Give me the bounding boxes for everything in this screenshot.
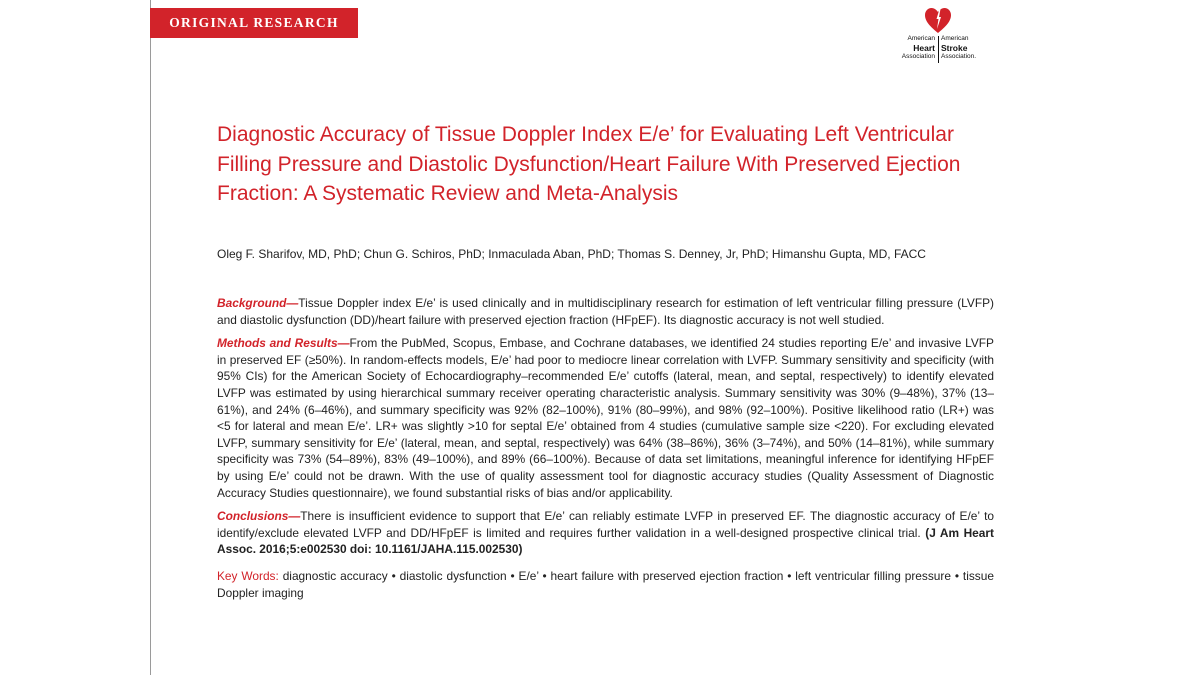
logo-text: American: [907, 35, 935, 42]
section-text: Tissue Doppler index E/e’ is used clinically and in multidisciplinary research for estimation of left ventricular filling pressure (LVFP) and diastolic dysfunction (DD)/heart failure with preserved ejection fraction (HFpEF). Its diagnostic accuracy is not well studied.: [217, 296, 994, 327]
logo-text: Heart: [913, 43, 935, 53]
article-type-badge: ORIGINAL RESEARCH: [150, 8, 358, 38]
logo-text: American: [941, 35, 969, 42]
author-list: Oleg F. Sharifov, MD, PhD; Chun G. Schiros, PhD; Inmaculada Aban, PhD; Thomas S. Denney, Jr, PhD; Himanshu Gupta, MD, FACC: [217, 247, 926, 261]
logo-text: Association.: [941, 53, 977, 60]
abstract: [217, 295, 994, 608]
logo-heart-text: [878, 35, 935, 61]
section-separator: —: [288, 509, 301, 524]
keywords-list: diagnostic accuracy • diastolic dysfunction • E/e’ • heart failure with preserved ejection fraction • left ventricular filling pressure • tissue Doppler imaging: [217, 568, 994, 600]
abstract-methods: [217, 335, 994, 501]
section-text: There is insufficient evidence to support that E/e’ can reliably estimate LVFP in preserved EF. The diagnostic accuracy of E/e’ to identify/exclude elevated LVFP and DD/HFpEF is limited and requires further validation in a well-designed prospective clinical trial.: [217, 509, 994, 540]
heart-torch-icon: [922, 5, 954, 35]
section-separator: —: [337, 336, 350, 351]
section-label: Conclusions: [217, 509, 289, 524]
page-edge: [150, 0, 151, 675]
abstract-background: [217, 295, 994, 328]
logo-divider: [938, 36, 939, 63]
aha-asa-logo: [878, 5, 998, 67]
abstract-conclusions: [217, 508, 994, 558]
section-label: Methods and Results: [217, 336, 338, 351]
logo-text: Stroke: [941, 43, 968, 53]
logo-stroke-text: [941, 35, 998, 61]
logo-text: Association: [901, 53, 935, 60]
section-text: From the PubMed, Scopus, Embase, and Cochrane databases, we identified 24 studies reporting E/e’ and invasive LVFP in preserved EF (≥50%). In random-effects models, E/e’ had poor to mediocre linear correlation with LVFP. Summary sensitivity and specificity (with 95% CIs) for the American Society of Echocardiography–recommended E/e’ cutoffs (lateral, mean, and septal, respectively) to identify elevated LVFP was estimated by using hierarchical summary receiver operating characteristic analysis. Summary sensitivity was 30% (9–48%), 37% (13–61%), and 24% (6–46%), and summary specificity was 92% (82–100%), 91% (80–99%), and 98% (92–100%). Positive likelihood ratio (LR+) was <5 for lateral and mean E/e’. LR+ was slightly >10 for septal E/e’ obtained from 4 studies (cumulative sample size <220). For excluding elevated LVFP, summary sensitivity for E/e’ (lateral, mean, and septal, respectively) was 64% (38–86%), 36% (3–74%), and 50% (14–81%), while summary specificity was 73% (54–89%), 83% (49–100%), and 89% (66–100%). Because of data set limitations, meaningful inference for identifying HFpEF by using E/e’ could not be drawn. With the use of quality assessment tool for diagnostic accuracy studies (Quality Assessment of Diagnostic Accuracy Studies questionnaire), we found substantial risks of bias and/or applicability.: [217, 336, 994, 500]
section-label: Background: [217, 296, 287, 310]
keywords-label: Key Words:: [217, 568, 279, 583]
section-separator: —: [286, 296, 299, 310]
keywords: [217, 568, 994, 601]
article-title: Diagnostic Accuracy of Tissue Doppler Index E/e’ for Evaluating Left Ventricular Filling Pressure and Diastolic Dysfunction/Heart Failure With Preserved Ejection Fraction: A Systematic Review and Meta-Analysis: [217, 123, 961, 205]
citation: (J Am Heart Assoc. 2016;5:e002530 doi: 10.1161/JAHA.115.002530): [217, 525, 994, 557]
